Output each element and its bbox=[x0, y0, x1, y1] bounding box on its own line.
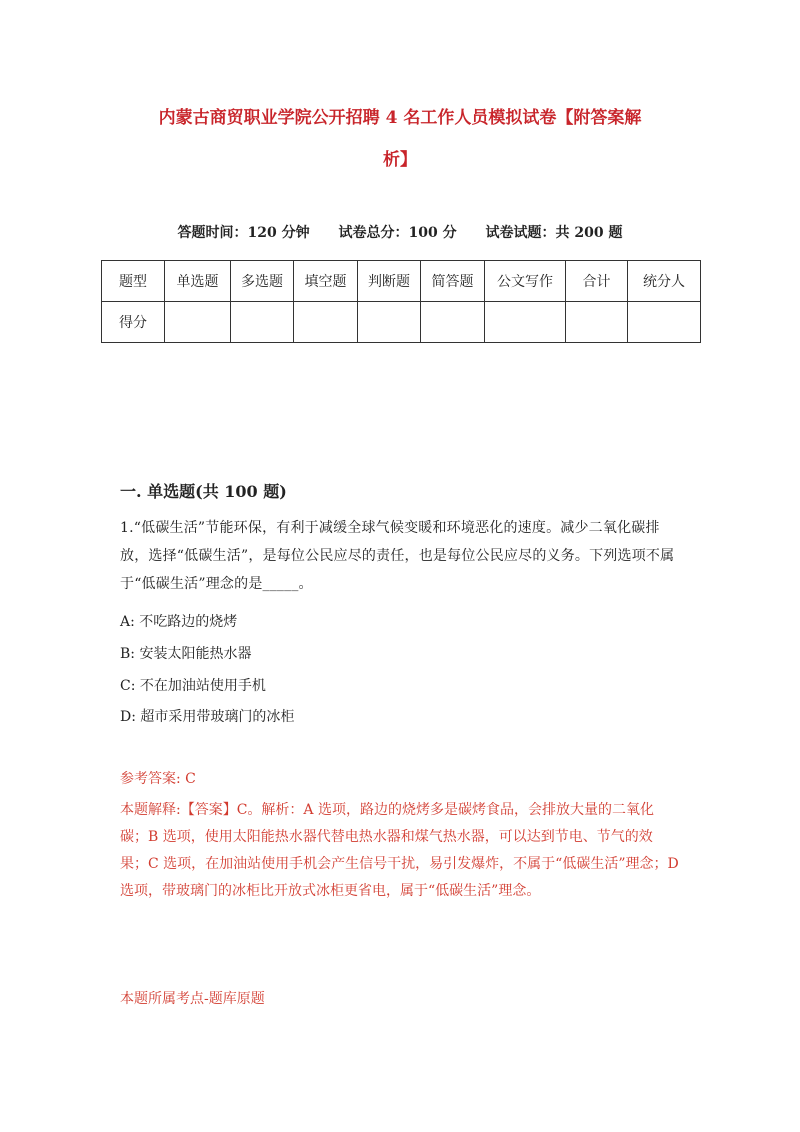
score-table-header: 填空题 bbox=[294, 261, 358, 302]
answer-analysis: 本题解释:【答案】C。解析：A 选项，路边的烧烤多是碳烤食品，会排放大量的二氧化碳；B 选项，使用太阳能热水器代替电热水器和煤气热水器，可以达到节电、节气的效果；C 选项，在加油站使用手机会产生信号干扰，易引发爆炸，不属于“低碳生活”理念；D 选项，带玻璃门的冰柜比开放式冰柜更省电，属于“低碳生活”理念。 bbox=[120, 802, 679, 899]
score-table-header: 判断题 bbox=[358, 261, 421, 302]
score-table bbox=[101, 260, 701, 343]
score-cell bbox=[485, 302, 566, 343]
score-table-header-row bbox=[102, 261, 701, 302]
question-text: 1.“低碳生活”节能环保，有利于减缓全球气候变暖和环境恶化的速度。减少二氧化碳排放，选择“低碳生活”，是每位公民应尽的责任，也是每位公民应尽的义务。下列选项不属于“低碳生活”理念的是_____。 bbox=[120, 520, 675, 592]
exam-time: 答题时间：120 分钟 bbox=[177, 225, 310, 241]
score-cell bbox=[294, 302, 358, 343]
option-c: C: 不在加油站使用手机 bbox=[120, 678, 266, 694]
score-table-header: 简答题 bbox=[421, 261, 485, 302]
reference-answer: 参考答案: C bbox=[120, 771, 196, 787]
exam-total-score: 试卷总分：100 分 bbox=[338, 225, 457, 241]
score-cell bbox=[358, 302, 421, 343]
score-cell bbox=[566, 302, 628, 343]
score-table-score-row bbox=[102, 302, 701, 343]
document-title-line-1: 内蒙古商贸职业学院公开招聘 4 名工作人员模拟试卷【附答案解 bbox=[158, 108, 642, 128]
score-table-header: 统分人 bbox=[628, 261, 701, 302]
option-b: B: 安装太阳能热水器 bbox=[120, 646, 252, 662]
exam-question-count: 试卷试题：共 200 题 bbox=[485, 225, 623, 241]
document-title-line-2: 析】 bbox=[383, 150, 417, 170]
score-cell bbox=[165, 302, 231, 343]
score-table-header: 多选题 bbox=[231, 261, 294, 302]
score-cell bbox=[628, 302, 701, 343]
question-source-point: 本题所属考点-题库原题 bbox=[120, 991, 265, 1007]
score-table-header: 单选题 bbox=[165, 261, 231, 302]
option-d: D: 超市采用带玻璃门的冰柜 bbox=[120, 709, 295, 725]
option-a: A: 不吃路边的烧烤 bbox=[120, 614, 238, 630]
score-cell bbox=[421, 302, 485, 343]
score-cell bbox=[231, 302, 294, 343]
score-table-header: 题型 bbox=[102, 261, 165, 302]
score-row-label: 得分 bbox=[102, 302, 165, 343]
exam-meta bbox=[0, 222, 800, 244]
section-title: 一. 单选题(共 100 题) bbox=[120, 482, 287, 501]
score-table-header: 合计 bbox=[566, 261, 628, 302]
score-table-header: 公文写作 bbox=[485, 261, 566, 302]
